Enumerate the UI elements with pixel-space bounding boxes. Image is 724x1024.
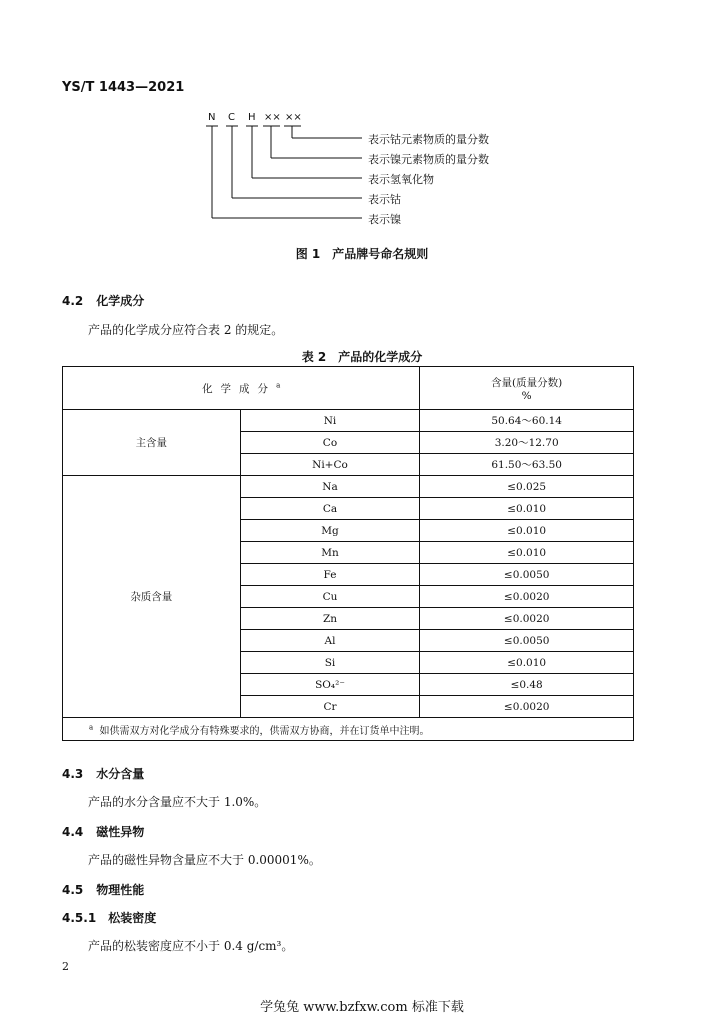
element-cell: Cu [240,586,420,608]
group-impurity-content: 杂质含量 [63,476,241,718]
element-cell: Co [240,432,420,454]
section-title: 磁性异物 [96,825,145,839]
section-title: 化学成分 [96,294,145,308]
value-cell: ≤0.010 [420,498,634,520]
value-cell: ≤0.0020 [420,586,634,608]
element-cell: Na [240,476,420,498]
naming-label-cobalt-fraction: 表示钴元素物质的量分数 [368,133,489,146]
section-4-4-heading [62,823,144,840]
value-cell: ≤0.010 [420,542,634,564]
chemical-composition-table [62,366,634,741]
table-2-caption: 表 2 产品的化学成分 [301,350,423,364]
section-4-5-1-heading [62,909,156,926]
section-number: 4.5 [62,883,84,897]
element-cell: SO₄²⁻ [240,674,420,696]
naming-label-hydroxide: 表示氢氧化物 [368,173,434,186]
group-main-content: 主含量 [63,410,241,476]
section-4-5-heading [62,881,144,898]
element-cell: Mn [240,542,420,564]
value-cell: ≤0.0050 [420,564,634,586]
table-row [63,476,634,498]
element-cell: Cr [240,696,420,718]
element-cell: Ni+Co [240,454,420,476]
value-cell: ≤0.0020 [420,696,634,718]
header-component: 化学成分$^a$ [63,367,420,410]
section-title: 物理性能 [96,883,145,897]
value-cell: 50.64～60.14 [420,410,634,432]
element-cell: Si [240,652,420,674]
value-cell: ≤0.48 [420,674,634,696]
table-row [63,410,634,432]
section-4-5-1-text: 产品的松装密度应不小于 0.4 g/cm³。 [88,939,294,953]
section-4-3-heading [62,765,144,782]
standard-code: YS/T 1443—2021 [62,80,185,95]
watermark-footer: 学兔兔 www.bzfxw.com 标准下载 [260,1000,464,1015]
element-cell: Mg [240,520,420,542]
value-cell: ≤0.0050 [420,630,634,652]
section-number: 4.3 [62,767,84,781]
naming-rule-diagram [0,0,724,260]
naming-letter-c: C [228,112,235,123]
naming-label-cobalt: 表示钴 [368,193,401,206]
value-cell: ≤0.010 [420,652,634,674]
section-4-3-text: 产品的水分含量应不大于 1.0%。 [88,795,267,809]
value-cell: 61.50～63.50 [420,454,634,476]
element-cell: Al [240,630,420,652]
figure-1-naming-rule [0,0,724,260]
value-cell: ≤0.025 [420,476,634,498]
element-cell: Ca [240,498,420,520]
table-header-row [63,367,634,410]
section-4-2-heading [62,292,144,309]
section-title: 水分含量 [96,767,145,781]
table-footnote: $^a$ 如供需双方对化学成分有特殊要求的，供需双方协商，并在订货单中注明。 [63,718,634,741]
value-cell: ≤0.010 [420,520,634,542]
naming-letter-h: H [248,112,256,123]
naming-letter-x1: ×× [264,112,281,123]
section-number: 4.2 [62,294,84,308]
section-4-2-text: 产品的化学成分应符合表 2 的规定。 [88,323,284,337]
element-cell: Ni [240,410,420,432]
figure-1-caption: 图 1 产品牌号命名规则 [295,247,429,261]
section-number: 4.4 [62,825,84,839]
element-cell: Fe [240,564,420,586]
naming-label-nickel-fraction: 表示镍元素物质的量分数 [368,153,489,166]
naming-letter-x2: ×× [285,112,302,123]
section-4-4-text: 产品的磁性异物含量应不大于 0.00001%。 [88,853,321,867]
value-cell: ≤0.0020 [420,608,634,630]
naming-letter-n: N [208,112,216,123]
naming-label-nickel: 表示镍 [368,213,401,226]
table-footnote-row [63,718,634,741]
section-number: 4.5.1 [62,911,97,925]
header-content: 含量(质量分数) % [420,367,634,410]
value-cell: 3.20～12.70 [420,432,634,454]
page-number: 2 [62,960,69,973]
element-cell: Zn [240,608,420,630]
section-title: 松装密度 [108,911,157,925]
